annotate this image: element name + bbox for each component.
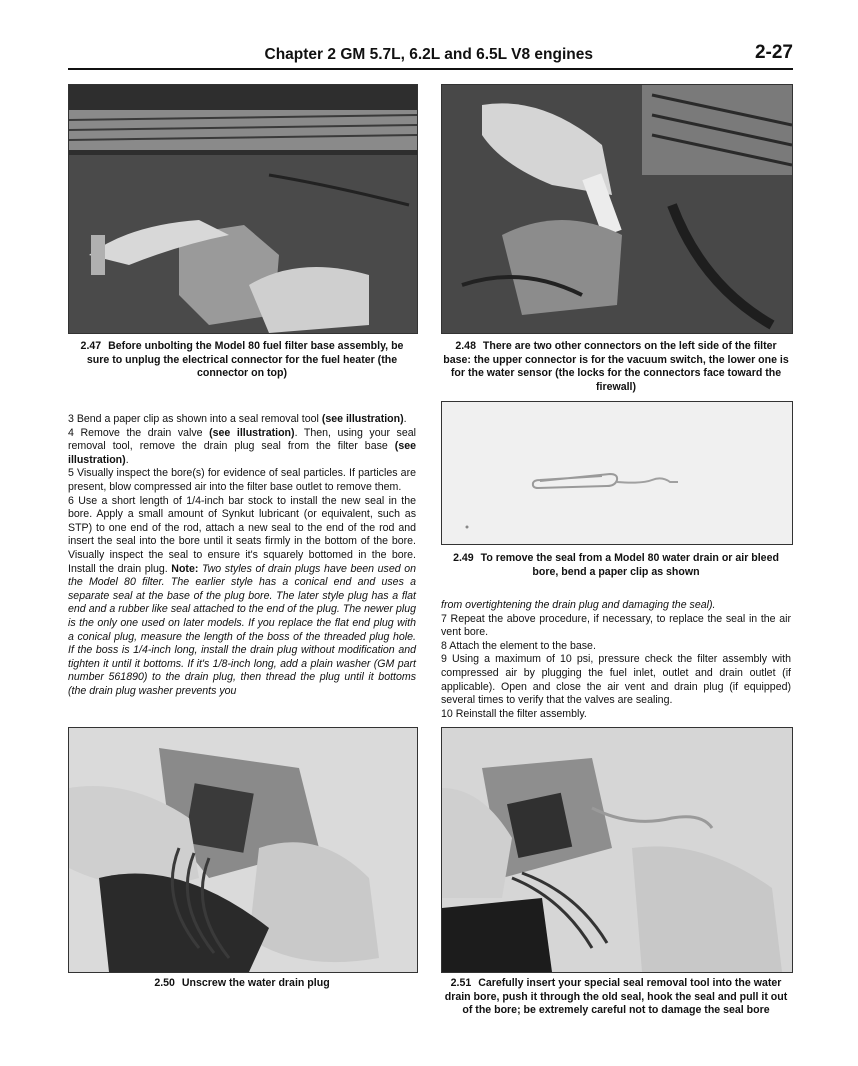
- page-number: 2-27: [754, 42, 793, 63]
- caption-text: Carefully insert your special seal removal tool into the water drain bore, push it through the old seal, hook the seal and pull it out of the bore; be extremely careful not to damage the seal bore: [444, 977, 788, 1017]
- header-rule: [68, 68, 793, 70]
- page-header: [68, 38, 793, 68]
- figure-number: 2.51: [450, 977, 472, 989]
- step-9: 9 Using a maximum of 10 psi, pressure check the filter assembly with compressed air by plugging the fuel inlet, outlet and drain outlet (if applicable). Open and close the air vent and drain plug (if equipped) several times to verify that the valves are sealing.: [441, 653, 791, 707]
- chapter-title: Chapter 2 GM 5.7L, 6.2L and 6.5L V8 engines: [264, 46, 593, 63]
- step-3: 3 Bend a paper clip as shown into a seal removal tool (see illustration).: [68, 413, 407, 425]
- photo-fuel-filter-connector: [68, 84, 418, 334]
- step-5: 5 Visually inspect the bore(s) for evidence of seal particles. If particles are present, blow compressed air into the filter base outlet to remove them.: [68, 467, 416, 493]
- step-6: 6 Use a short length of 1/4-inch bar stock to install the new seal in the bore. Apply a small amount of Synkut lubricant (or equivalent, such as STP) to one end of the rod, attach a new seal to the end of the rod and insert the seal into the bore until it seats firmly in the bottom of the bore. Visually inspect the seal to ensure it's squarely bottomed in the bore. Install the drain plug. Note: Two styles of drain plugs have been used on the Model 80 filter. The earlier style has a conical end and uses a separate seal at the base of the plug bore. The later style plug has a flat end and a rubber like seal attached to the end of the plug. The newer plug is the only one used on later models. If you replace the flat end plug with a conical plug, measure the length of the boss of the threaded plug hole. If the boss is 1/4-inch long, install the drain plug without modification and tighten it until it bottoms. If it's 1/8-inch long, add a plain washer (GM part number 561890) to the drain plug, then thread the plug until it bottoms (the drain plug washer prevents you: [68, 494, 417, 697]
- figure-caption-2-51: [441, 977, 791, 1018]
- photo-water-drain-plug: [68, 727, 418, 973]
- figure-caption-2-48: [441, 340, 791, 394]
- figure-caption-2-47: [68, 340, 416, 381]
- caption-text: Unscrew the water drain plug: [181, 977, 330, 989]
- caption-text: To remove the seal from a Model 80 water drain or air bleed bore, bend a paper clip as shown: [480, 552, 779, 578]
- photo-paper-clip-tool: [441, 401, 793, 545]
- figure-number: 2.50: [154, 977, 175, 989]
- right-column-text: [441, 599, 791, 721]
- figure-number: 2.47: [80, 340, 102, 352]
- step-8: 8 Attach the element to the base.: [441, 639, 596, 652]
- caption-text: There are two other connectors on the left side of the filter base: the upper connector is for the vacuum switch, the lower one is for the water sensor (the locks for the connectors face toward the firewall): [443, 340, 789, 393]
- figure-number: 2.48: [455, 340, 476, 352]
- photo-filter-base-connectors: [441, 84, 793, 334]
- step-4: 4 Remove the drain valve (see illustration). Then, using your seal removal tool, remove the drain plug seal from the filter base (see illustration).: [68, 426, 416, 466]
- figure-caption-2-49: [441, 552, 791, 579]
- step-6-continued: from overtightening the drain plug and damaging the seal).: [441, 599, 716, 611]
- figure-caption-2-50: [68, 977, 416, 991]
- step-7: 7 Repeat the above procedure, if necessary, to replace the seal in the air vent bore.: [441, 612, 791, 639]
- figure-number: 2.49: [453, 552, 474, 564]
- caption-text: Before unbolting the Model 80 fuel filter base assembly, be sure to unplug the electrical connector for the fuel heater (the connector on top): [86, 340, 404, 380]
- step-10: 10 Reinstall the filter assembly.: [441, 707, 587, 720]
- photo-seal-removal-tool-insertion: [441, 727, 793, 973]
- left-column-text: [68, 413, 416, 698]
